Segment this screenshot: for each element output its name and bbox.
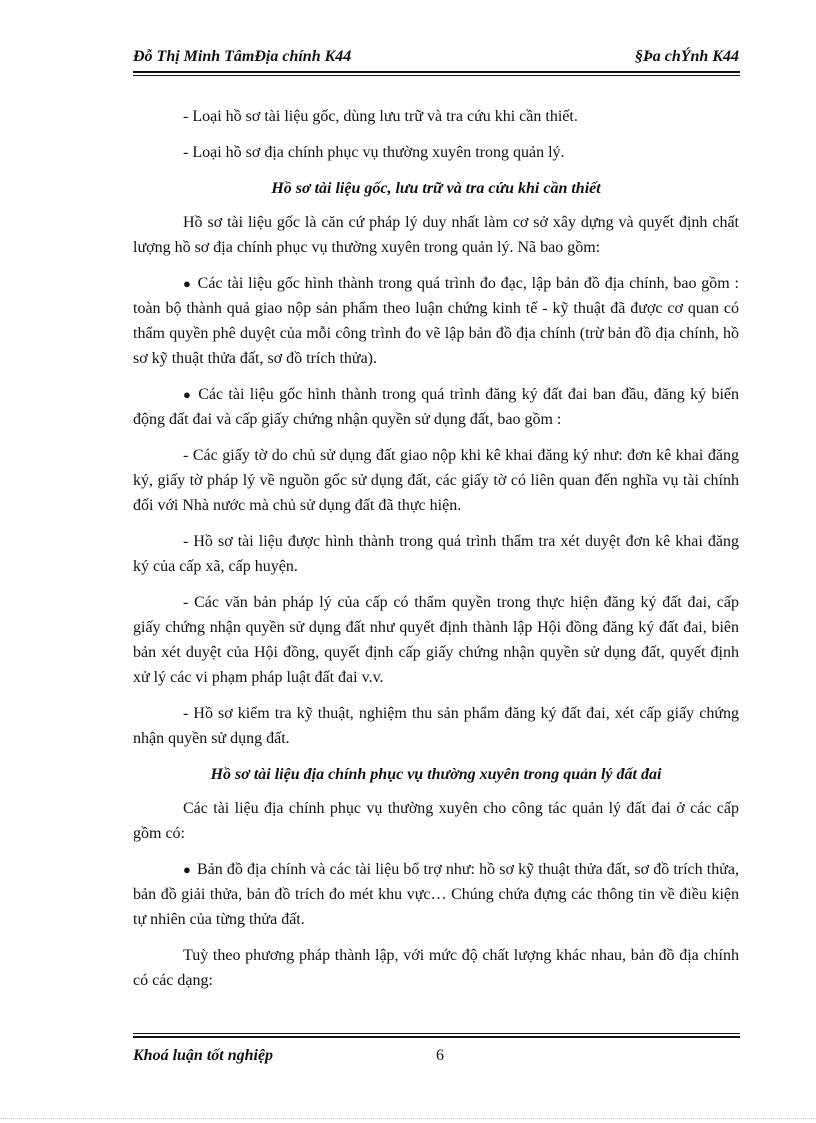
paragraph: - Hồ sơ kiểm tra kỹ thuật, nghiệm thu sản phẩm đăng ký đất đai, xét cấp giấy chứng nhận quyền sử dụng đất. <box>133 705 739 747</box>
section-heading: Hồ sơ tài liệu gốc, lưu trữ và tra cứu khi cần thiết <box>271 180 601 197</box>
paragraph: - Hồ sơ tài liệu được hình thành trong quá trình thẩm tra xét duyệt đơn kê khai đăng ký của cấp xã, cấp huyện. <box>133 533 739 575</box>
page-number: 6 <box>436 1047 444 1064</box>
bullet-icon: ● <box>183 387 193 402</box>
footer-rule-thick <box>133 1036 740 1038</box>
bullet-text: Các tài liệu gốc hình thành trong quá trình đo đạc, lập bản đồ địa chính, bao gồm : toàn bộ thành quả giao nộp sản phẩm theo luận chứng kinh tế - kỹ thuật đã được cơ quan có thẩm quyền phê duyệt của mỗi công trình đo vẽ lập bản đồ địa chính (trừ bản đồ địa chính, hồ sơ kỹ thuật thửa đất, sơ đồ trích thửa). <box>133 275 739 367</box>
header-rule-thick <box>133 71 740 73</box>
page-footer <box>133 1047 739 1069</box>
header-right-text: §Þa chÝnh K44 <box>634 48 739 65</box>
paragraph: - Loại hồ sơ tài liệu gốc, dùng lưu trữ và tra cứu khi cần thiết. <box>183 108 578 125</box>
page-edge-dotted-line <box>0 1118 816 1119</box>
bullet-text: Bản đồ địa chính và các tài liệu bổ trợ như: hồ sơ kỹ thuật thửa đất, sơ đồ trích thửa, bản đồ giải thửa, bản đồ trích đo mét khu vực… Chúng chứa đựng các thông tin về điều kiện tự nhiên của từng thửa đất. <box>133 861 740 928</box>
bullet-text: Các tài liệu gốc hình thành trong quá trình đăng ký đất đai ban đầu, đăng ký biến động đất đai và cấp giấy chứng nhận quyền sử dụng đất, bao gồm : <box>133 386 740 428</box>
bullet-icon: ● <box>183 276 192 291</box>
bullet-paragraph <box>133 382 739 432</box>
paragraph: - Các văn bản pháp lý của cấp có thẩm quyền trong thực hiện đăng ký đất đai, cấp giấy chứng nhận quyền sử dụng đất như quyết định thành lập Hội đồng đăng ký đất đai, biên bản xét duyệt của Hội đồng, quyết định cấp giấy chứng nhận quyền sử dụng đất, quyết định xử lý các vi phạm pháp luật đất đai v.v. <box>133 594 739 686</box>
section-heading: Hồ sơ tài liệu địa chính phục vụ thường xuyên trong quản lý đất đai <box>210 766 662 783</box>
header-author: Đỗ Thị Minh TâmĐịa chính K44 <box>133 48 352 65</box>
bullet-paragraph <box>133 857 739 932</box>
body-text <box>133 104 739 1004</box>
paragraph: Tuỳ theo phương pháp thành lập, với mức độ chất lượng khác nhau, bản đồ địa chính có các dạng: <box>133 947 739 989</box>
paragraph: - Loại hồ sơ địa chính phục vụ thường xuyên trong quản lý. <box>183 144 565 161</box>
footer-title: Khoá luận tốt nghiệp <box>133 1047 274 1064</box>
paragraph: Hồ sơ tài liệu gốc là căn cứ pháp lý duy nhất làm cơ sở xây dựng và quyết định chất lượng hồ sơ địa chính phục vụ thường xuyên trong quản lý. Nã bao gồm: <box>133 214 739 256</box>
bullet-icon: ● <box>183 862 191 877</box>
paragraph: Các tài liệu địa chính phục vụ thường xuyên cho công tác quản lý đất đai ở các cấp gồm có: <box>133 800 739 842</box>
paragraph: - Các giấy tờ do chủ sử dụng đất giao nộp khi kê khai đăng ký như: đơn kê khai đăng ký, giấy tờ pháp lý về nguồn gốc sử dụng đất, các giấy tờ có liên quan đến nghĩa vụ tài chính đối với Nhà nước mà chủ sử dụng đất đã thực hiện. <box>133 447 739 514</box>
header-rule-thin <box>133 75 740 76</box>
page-header <box>133 48 739 68</box>
footer-rule-thin <box>133 1033 740 1034</box>
bullet-paragraph <box>133 271 739 371</box>
